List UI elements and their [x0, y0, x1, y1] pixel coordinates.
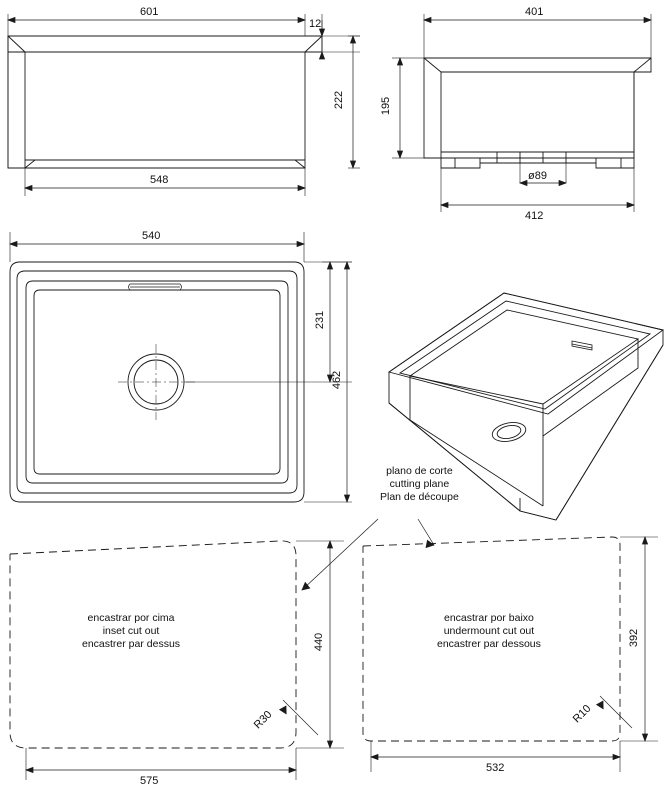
dim-label-inset-radius: R30	[251, 708, 275, 732]
inset-label-pt: encastrar por cima	[87, 612, 175, 624]
dim-label-plan-inner-height: 231	[314, 310, 327, 330]
dim-label-plan-height: 462	[331, 370, 344, 390]
dim-label-plan-width: 540	[142, 230, 161, 242]
dim-label-drain-diameter: ø89	[528, 170, 547, 182]
callout-line-en: cutting plane	[389, 478, 450, 490]
dim-label-inset-height: 440	[313, 632, 326, 652]
cutting-plane-leader	[302, 519, 434, 590]
dim-label-front-top-width: 601	[140, 6, 159, 18]
dim-label-side-base-width: 412	[525, 210, 544, 222]
dim-label-side-height: 195	[380, 96, 393, 116]
dim-label-inset-width: 575	[140, 775, 159, 787]
undermount-label-en: undermount cut out	[443, 625, 535, 637]
callout-line-pt: plano de corte	[386, 465, 453, 477]
inset-label-fr: encastrer par dessus	[82, 638, 181, 650]
undermount-label-pt: encastrar por baixo	[444, 612, 534, 624]
dim-label-undermount-height: 392	[628, 628, 641, 648]
dim-label-side-top-width: 401	[525, 6, 544, 18]
undermount-label-fr: encastrer par dessous	[437, 638, 541, 650]
dim-label-front-base-width: 548	[150, 174, 169, 186]
front-elevation-outline	[8, 36, 322, 168]
dim-label-front-rim-thickness: 12	[309, 18, 322, 30]
callout-line-fr: Plan de découpe	[380, 491, 459, 503]
inset-cutout-label	[82, 612, 180, 651]
cutting-plane-callout	[380, 465, 459, 504]
inset-label-en: inset cut out	[102, 625, 160, 637]
undermount-cutout-label	[437, 612, 541, 651]
dim-label-front-height: 222	[333, 90, 346, 110]
side-elevation-outline	[424, 58, 651, 168]
dim-label-undermount-radius: R10	[570, 702, 594, 726]
dim-label-undermount-width: 532	[486, 762, 505, 774]
